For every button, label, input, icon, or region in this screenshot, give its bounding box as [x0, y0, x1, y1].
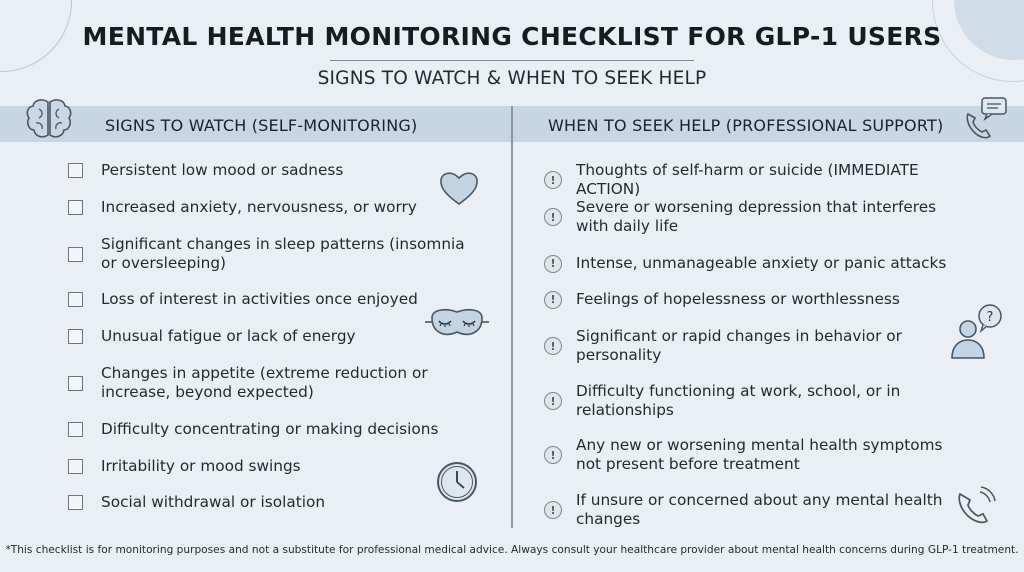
- list-item: [544, 491, 946, 529]
- checkbox[interactable]: [68, 247, 83, 262]
- checkbox[interactable]: [68, 292, 83, 307]
- person-question-icon: [948, 302, 1004, 360]
- item-label: Social withdrawal or isolation: [101, 493, 326, 511]
- list-item[interactable]: [68, 327, 356, 346]
- heart-icon: [438, 168, 480, 208]
- item-label: Unusual fatigue or lack of energy: [101, 327, 356, 345]
- alert-icon: !: [544, 208, 562, 226]
- item-label: Any new or worsening mental health symptoms not present before treatment: [576, 436, 943, 473]
- alert-icon: !: [544, 171, 562, 189]
- item-label: Significant or rapid changes in behavior or personality: [576, 327, 902, 364]
- list-item[interactable]: [68, 161, 343, 180]
- phone-chat-icon: [962, 96, 1010, 140]
- checkbox[interactable]: [68, 459, 83, 474]
- clock-icon: [436, 461, 478, 503]
- alert-icon: !: [544, 255, 562, 273]
- item-label: Difficulty concentrating or making decisions: [101, 420, 439, 438]
- page-title: MENTAL HEALTH MONITORING CHECKLIST FOR GLP-1 USERS: [82, 22, 942, 51]
- item-label: Persistent low mood or sadness: [101, 161, 344, 179]
- alert-icon: !: [544, 291, 562, 309]
- list-item[interactable]: [68, 290, 418, 309]
- item-label: Irritability or mood swings: [101, 457, 301, 475]
- sleep-mask-icon: [424, 304, 490, 344]
- list-item[interactable]: [68, 493, 325, 512]
- alert-icon: !: [544, 337, 562, 355]
- alert-icon: !: [544, 501, 562, 519]
- list-item: [544, 382, 906, 420]
- svg-text:?: ?: [986, 310, 994, 325]
- list-item: [544, 436, 971, 474]
- item-label: Severe or worsening depression that interferes with daily life: [576, 198, 937, 235]
- title-divider: [330, 60, 694, 61]
- brain-icon: [24, 96, 74, 142]
- list-item[interactable]: [68, 457, 301, 476]
- checkbox[interactable]: [68, 200, 83, 215]
- list-item: [544, 161, 974, 199]
- item-label: Intense, unmanageable anxiety or panic attacks: [576, 254, 947, 272]
- checkbox[interactable]: [68, 163, 83, 178]
- item-label: Loss of interest in activities once enjoyed: [101, 290, 418, 308]
- checkbox[interactable]: [68, 422, 83, 437]
- item-label: Thoughts of self-harm or suicide (IMMEDIATE ACTION): [576, 161, 919, 198]
- item-label: Feelings of hopelessness or worthlessness: [576, 290, 900, 308]
- list-item: [544, 254, 946, 273]
- checkbox[interactable]: [68, 329, 83, 344]
- list-item[interactable]: [68, 198, 417, 217]
- item-label: Significant changes in sleep patterns (insomnia or oversleeping): [101, 235, 465, 272]
- alert-icon: !: [544, 446, 562, 464]
- list-item[interactable]: [68, 364, 431, 402]
- list-item: [544, 290, 900, 309]
- column-divider: [511, 106, 513, 528]
- item-label: Difficulty functioning at work, school, or in relationships: [576, 382, 901, 419]
- phone-ringing-icon: [956, 486, 998, 526]
- signs-to-watch-heading: SIGNS TO WATCH (SELF-MONITORING): [105, 116, 418, 135]
- list-item: [544, 327, 906, 365]
- item-label: Changes in appetite (extreme reduction or increase, beyond expected): [101, 364, 428, 401]
- list-item[interactable]: [68, 235, 481, 273]
- alert-icon: !: [544, 392, 562, 410]
- page-subtitle: SIGNS TO WATCH & WHEN TO SEEK HELP: [317, 68, 707, 89]
- checkbox[interactable]: [68, 495, 83, 510]
- disclaimer-footnote: *This checklist is for monitoring purposes and not a substitute for professional medical advice. Always consult your healthcare provider about mental health concerns during GLP-1 treatment.: [5, 544, 1019, 556]
- item-label: If unsure or concerned about any mental health changes: [576, 491, 943, 528]
- seek-help-heading: WHEN TO SEEK HELP (PROFESSIONAL SUPPORT): [548, 116, 944, 135]
- item-label: Increased anxiety, nervousness, or worry: [101, 198, 417, 216]
- list-item: [544, 198, 971, 236]
- checkbox[interactable]: [68, 376, 83, 391]
- list-item[interactable]: [68, 420, 438, 439]
